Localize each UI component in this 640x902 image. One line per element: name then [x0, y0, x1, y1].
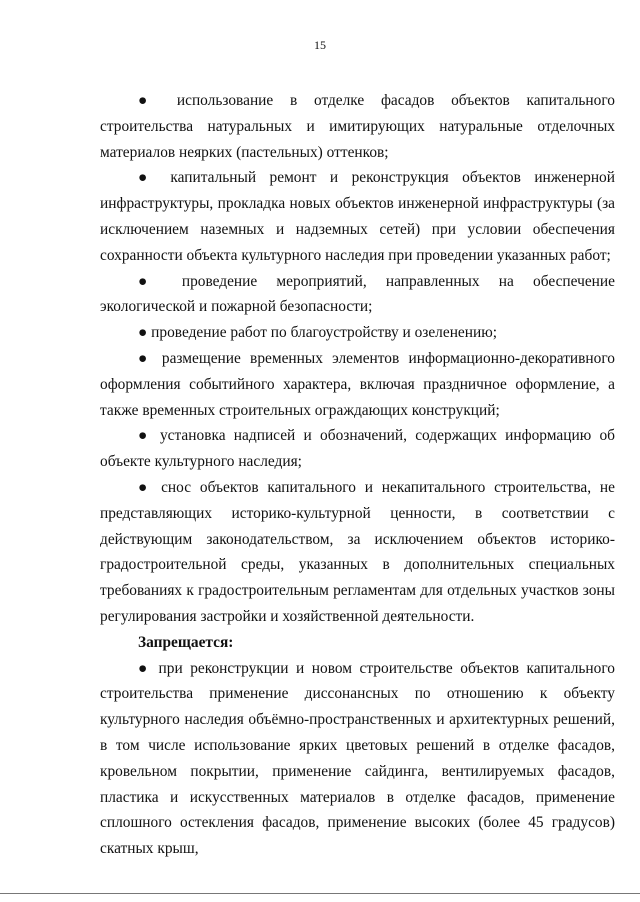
list-item: ● проведение работ по благоустройству и озеленению; [138, 324, 498, 342]
page-number: 15 [314, 38, 326, 52]
list-item: ● проведение мероприятий, направленных на обеспечение экологической и пожарной безопасности; [100, 272, 615, 316]
list-item: ● использование в отделке фасадов объектов капитального строительства натуральных и имитирующих натуральные отделочных материалов неярких (пастельных) оттенков; [100, 92, 615, 161]
list-item: ● установка надписей и обозначений, содержащих информацию об объекте культурного наследия; [100, 427, 615, 471]
list-item: ● размещение временных элементов информационно-декоративного оформления событийного характера, включая праздничное оформление, а также временных строительных ограждающих конструкций; [100, 349, 615, 419]
list-item: ● снос объектов капитального и некапитального строительства, не представляющих историко-культурной ценности, в соответствии с действующим законодательством, за исключением объектов историко-градостроительной среды, указанных в дополнительных специальных требованиях к градостроительным регламентам для отдельных участков зоны регулирования застройки и хозяйственной деятельности. [100, 478, 615, 625]
list-item: ● при реконструкции и новом строительстве объектов капитального строительства применение диссонансных по отношению к объекту культурного наследия объёмно-пространственных и архитектурных решений, в том числе использование ярких цветовых решений в отделке фасадов, кровельном покрытии, применение сайдинга, вентилируемых фасадов, пластика и искусственных материалов в отделке фасадов, применение сплошного остекления фасадов, применение высоких (более 45 градусов) скатных крыш, [100, 659, 615, 858]
list-item: ● капитальный ремонт и реконструкция объектов инженерной инфраструктуры, прокладка новых объектов инженерной инфраструктуры (за исключением наземных и надземных сетей) при условии обеспечения сохранности объекта культурного наследия при проведении указанных работ; [100, 169, 615, 264]
bottom-rule [0, 893, 640, 894]
document-body [100, 88, 615, 862]
section-heading: Запрещается: [138, 633, 234, 651]
